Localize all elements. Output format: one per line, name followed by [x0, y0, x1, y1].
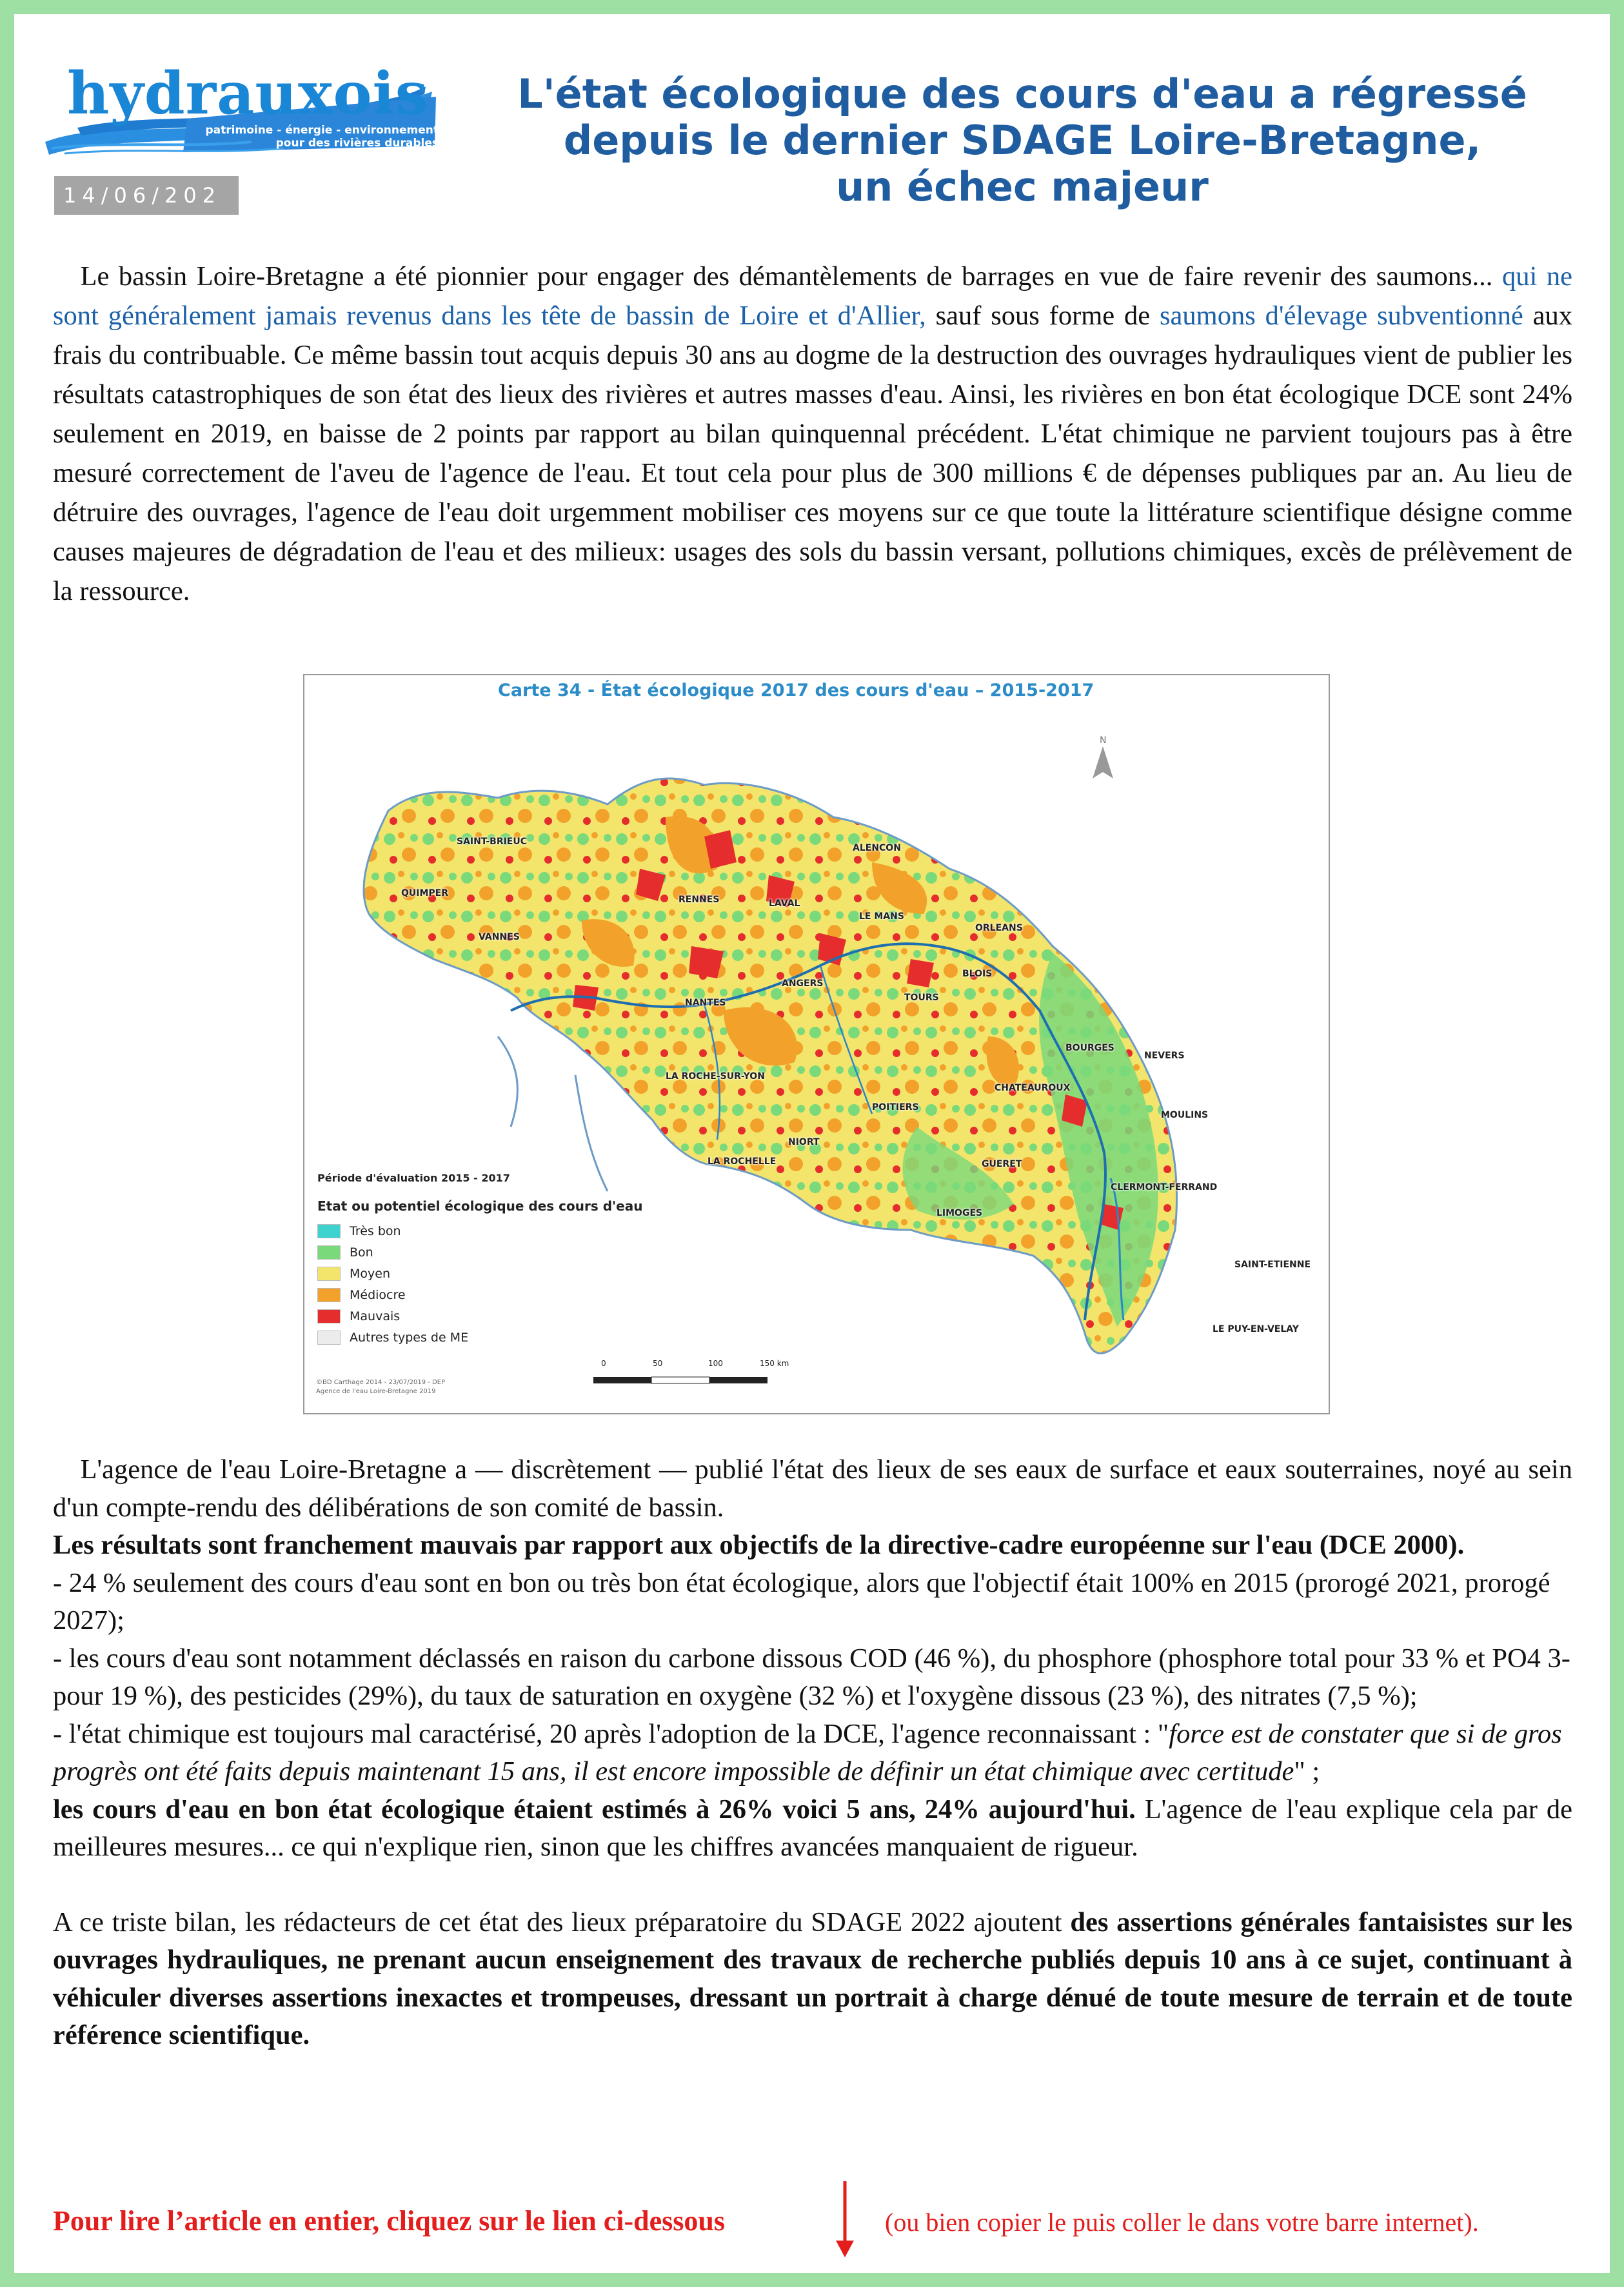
body-bold-assertions: des assertions générales fantaisistes sur les ouvrages hydrauliques, ne prenant aucun enseignement des travaux de recherche publiés depuis 10 ans à ce sujet, continuant à véhiculer diverses assertions inexactes et trompeuses, dressant un portrait à charge dénué de toute mesure de terrain et de toute référence scientifique. — [53, 1906, 1573, 2050]
city-niort: NIORT — [788, 1137, 820, 1147]
legend-label: Moyen — [350, 1266, 390, 1281]
city-bourges: BOURGES — [1065, 1043, 1114, 1053]
body-bold-26-24: les cours d'eau en bon état écologique étaient estimés à 26% voici 5 ans, 24% aujourd'hui. — [53, 1794, 1136, 1825]
scale-label-0: 0 — [601, 1359, 606, 1368]
map-legend — [317, 1172, 642, 1348]
hydrauxois-logo — [39, 52, 439, 161]
ecological-status-map — [303, 674, 1330, 1414]
salmon-not-returned-link[interactable]: qui ne sont généralement jamais revenus dans les tête de bassin de Loire et d'Allier, — [53, 261, 1572, 331]
logo-wordmark: hydrauxois — [67, 59, 429, 128]
scale-label-100: 100 — [708, 1359, 723, 1368]
title-line-3: un échec majeur — [836, 163, 1209, 210]
scale-label-50: 50 — [653, 1359, 663, 1368]
legend-item-mediocre — [317, 1284, 642, 1305]
intro-text-3: aux frais du contribuable. Ce même bassin tout acquis depuis 30 ans au dogme de la destruction des ouvrages hydrauliques vient de publier les résultats catastrophiques de son état des lieux des rivières et autres masses d'eau. Ainsi, les rivières en bon état écologique DCE sont 24% seulement en 2019, en baisse de 2 points par rapport au bilan quinquennal précédent. L'état chimique ne parvient toujours pas à être mesuré correctement de l'aveu de l'agence de l'eau. Et tout cela pour plus de 300 millions € de dépenses publiques par an. Au lieu de détruire des ouvrages, l'agence de l'eau doit urgemment mobiliser ces moyens sur ce que toute la littérature scientifique désigne comme causes majeures de dégradation de l'eau et des milieux: usages des sols du bassin versant, pollutions chimiques, excès de prélèvement de la ressource. — [53, 301, 1572, 606]
legend-swatch — [317, 1224, 341, 1238]
legend-period: Période d'évaluation 2015 - 2017 — [317, 1172, 510, 1184]
intro-text-1: Le bassin Loire-Bretagne a été pionnier pour engager des démantèlements de barrages en vue de faire revenir des saumons... — [80, 261, 1502, 292]
body-quote: force est de constater que si de gros progrès ont été faits depuis maintenant 15 ans, il est encore impossible de définir un état chimique avec certitude — [53, 1718, 1562, 1787]
date-badge: 14/06/202 — [54, 176, 239, 215]
body-paragraph-5 — [53, 1716, 1572, 1791]
legend-label: Bon — [350, 1245, 373, 1260]
city-nevers: NEVERS — [1144, 1051, 1185, 1061]
city-alencon: ALENCON — [853, 843, 901, 853]
city-le-mans: LE MANS — [859, 911, 904, 922]
city-tours: TOURS — [904, 993, 939, 1003]
body-paragraph-7 — [53, 1904, 1572, 2055]
intro-paragraph — [53, 257, 1572, 611]
city-angers: ANGERS — [782, 978, 824, 989]
legend-swatch — [317, 1331, 341, 1345]
body-text-1: L'agence de l'eau Loire-Bretagne a — discrètement — publié l'état des lieux de ses eaux de surface et eaux souterraines, noyé au sein d'un compte-rendu des délibérations de son comité de bassin. — [53, 1454, 1572, 1523]
logo-tagline-line-2: pour des rivières durables — [275, 137, 439, 150]
legend-items — [317, 1220, 642, 1348]
body-text-5a: - l'état chimique est toujours mal caractérisé, 20 après l'adoption de la DCE, l'agence reconnaissant : " — [53, 1718, 1169, 1749]
city-orleans: ORLEANS — [975, 923, 1023, 933]
legend-item-autres — [317, 1327, 642, 1348]
body-text-6: L'agence de l'eau explique cela par de meilleures mesures... ce qui n'explique rien, sinon que les chiffres avancées manquaient de rigueur. — [53, 1794, 1572, 1862]
legend-swatch — [317, 1309, 341, 1323]
paragraph-gap — [53, 1866, 1572, 1904]
city-chateauroux: CHATEAUROUX — [995, 1083, 1071, 1093]
legend-item-moyen — [317, 1263, 642, 1284]
city-blois: BLOIS — [962, 969, 993, 979]
map-credits-line-2: Agence de l'eau Loire-Bretagne 2019 — [316, 1388, 436, 1395]
article-title — [516, 71, 1529, 210]
copy-paste-note: (ou bien copier le puis coller le dans votre barre internet). — [885, 2208, 1479, 2237]
map-credits — [316, 1378, 445, 1396]
legend-title: Etat ou potentiel écologique des cours d'eau — [317, 1198, 643, 1214]
map-title: Carte 34 - État écologique 2017 des cours d'eau – 2015-2017 — [498, 680, 1094, 700]
article-body — [53, 1451, 1572, 2055]
city-la-rochelle: LA ROCHELLE — [708, 1156, 777, 1167]
down-arrow-icon — [832, 2181, 858, 2259]
city-quimper: QUIMPER — [401, 888, 449, 898]
legend-swatch — [317, 1245, 341, 1260]
city-poitiers: POITIERS — [872, 1102, 919, 1113]
body-paragraph-3 — [53, 1565, 1572, 1640]
title-line-1: L'état écologique des cours d'eau a régressé — [517, 70, 1527, 117]
logo-tagline — [181, 124, 439, 150]
city-vannes: VANNES — [479, 932, 520, 942]
title-line-2: depuis le dernier SDAGE Loire-Bretagne, — [563, 117, 1481, 164]
city-rennes: RENNES — [678, 895, 720, 905]
map-credits-line-1: ©BD Carthage 2014 - 23/07/2019 - DEP — [316, 1379, 446, 1386]
body-text-3: - 24 % seulement des cours d'eau sont en bon ou très bon état écologique, alors que l'objectif était 100% en 2015 (prorogé 2021, prorogé 2027); — [53, 1567, 1550, 1636]
body-paragraph-1 — [53, 1451, 1572, 1527]
legend-label: Médiocre — [350, 1287, 406, 1302]
intro-text-2: sauf sous forme de — [926, 301, 1160, 331]
city-saint-etienne: SAINT-ETIENNE — [1234, 1260, 1311, 1270]
city-saint-brieuc: SAINT-BRIEUC — [457, 837, 528, 847]
legend-label: Autres types de ME — [350, 1330, 469, 1345]
city-laval: LAVAL — [769, 898, 800, 909]
city-nantes: NANTES — [685, 998, 726, 1008]
body-bold-results: Les résultats sont franchement mauvais par rapport aux objectifs de la directive-cadre européenne sur l'eau (DCE 2000). — [53, 1530, 1465, 1560]
city-le-puy-en-velay: LE PUY-EN-VELAY — [1213, 1324, 1299, 1334]
legend-swatch — [317, 1288, 341, 1302]
body-text-5b: " ; — [1294, 1756, 1320, 1787]
body-paragraph-4 — [53, 1640, 1572, 1716]
city-gueret: GUERET — [982, 1159, 1022, 1169]
city-moulins: MOULINS — [1161, 1110, 1209, 1120]
legend-item-mauvais — [317, 1305, 642, 1327]
body-text-7: A ce triste bilan, les rédacteurs de cet état des lieux préparatoire du SDAGE 2022 ajoutent — [53, 1906, 1071, 1937]
city-la-roche-sur-yon: LA ROCHE-SUR-YON — [666, 1071, 765, 1082]
city-clermont-ferrand: CLERMONT-FERRAND — [1111, 1182, 1218, 1193]
city-limoges: LIMOGES — [936, 1208, 983, 1218]
read-full-article-cta: Pour lire l’article en entier, cliquez sur le lien ci-dessous — [53, 2205, 726, 2237]
logo-tagline-line-1: patrimoine - énergie - environnement — [205, 124, 439, 137]
body-paragraph-2 — [53, 1527, 1572, 1565]
legend-item-tres-bon — [317, 1220, 642, 1242]
north-indicator: N — [1100, 735, 1107, 746]
legend-label: Mauvais — [350, 1309, 401, 1323]
legend-swatch — [317, 1267, 341, 1281]
body-paragraph-6 — [53, 1791, 1572, 1866]
legend-label: Très bon — [350, 1223, 401, 1238]
legend-item-bon — [317, 1242, 642, 1263]
body-text-4: - les cours d'eau sont notamment déclassés en raison du carbone dissous COD (46 %), du phosphore (phosphore total pour 33 % et PO4 3- pour 19 %), des pesticides (29%), du taux de saturation en oxygène (32 %) et l'oxygène dissous (23 %), des nitrates (7,5 %); — [53, 1643, 1570, 1711]
scale-label-150: 150 km — [760, 1359, 789, 1368]
farmed-salmon-link[interactable]: saumons d'élevage subventionné — [1160, 301, 1523, 331]
